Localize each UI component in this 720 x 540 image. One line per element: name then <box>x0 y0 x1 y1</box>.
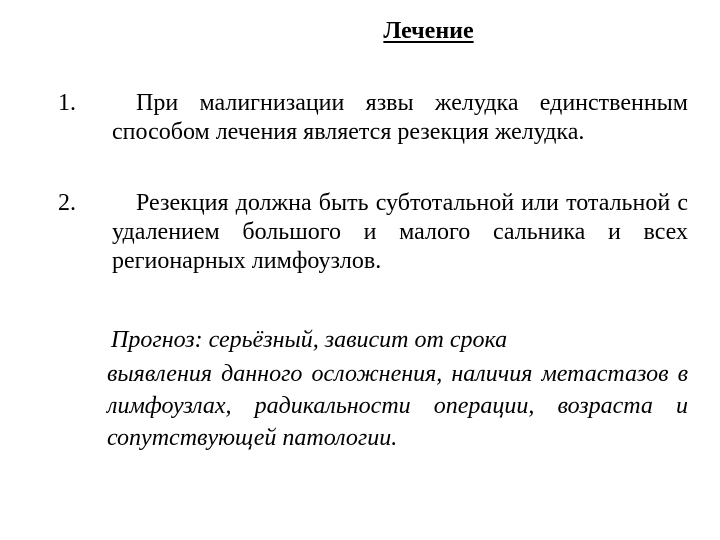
prognosis-lead: Прогноз: серьёзный, зависит от срока <box>111 327 508 353</box>
list-item-number-2: 2. <box>58 190 76 216</box>
prognosis-text: выявления данного осложнения, наличия метастазов в лимфоузлах, радикальности операции, возраста и сопутствующей патологии. <box>107 361 688 451</box>
prognosis-paragraph <box>107 323 688 454</box>
slide-title <box>0 14 720 48</box>
list-item-number-1: 1. <box>58 90 76 116</box>
list-item-text-2: Резекция должна быть субтотальной или тотальной с удалением большого и малого сальника и всех регионарных лимфоузлов. <box>112 190 688 274</box>
slide-title-text: Лечение <box>383 18 474 44</box>
list-item-text-1: При малигнизации язвы желудка единственным способом лечения является резекция желудка. <box>112 90 688 145</box>
